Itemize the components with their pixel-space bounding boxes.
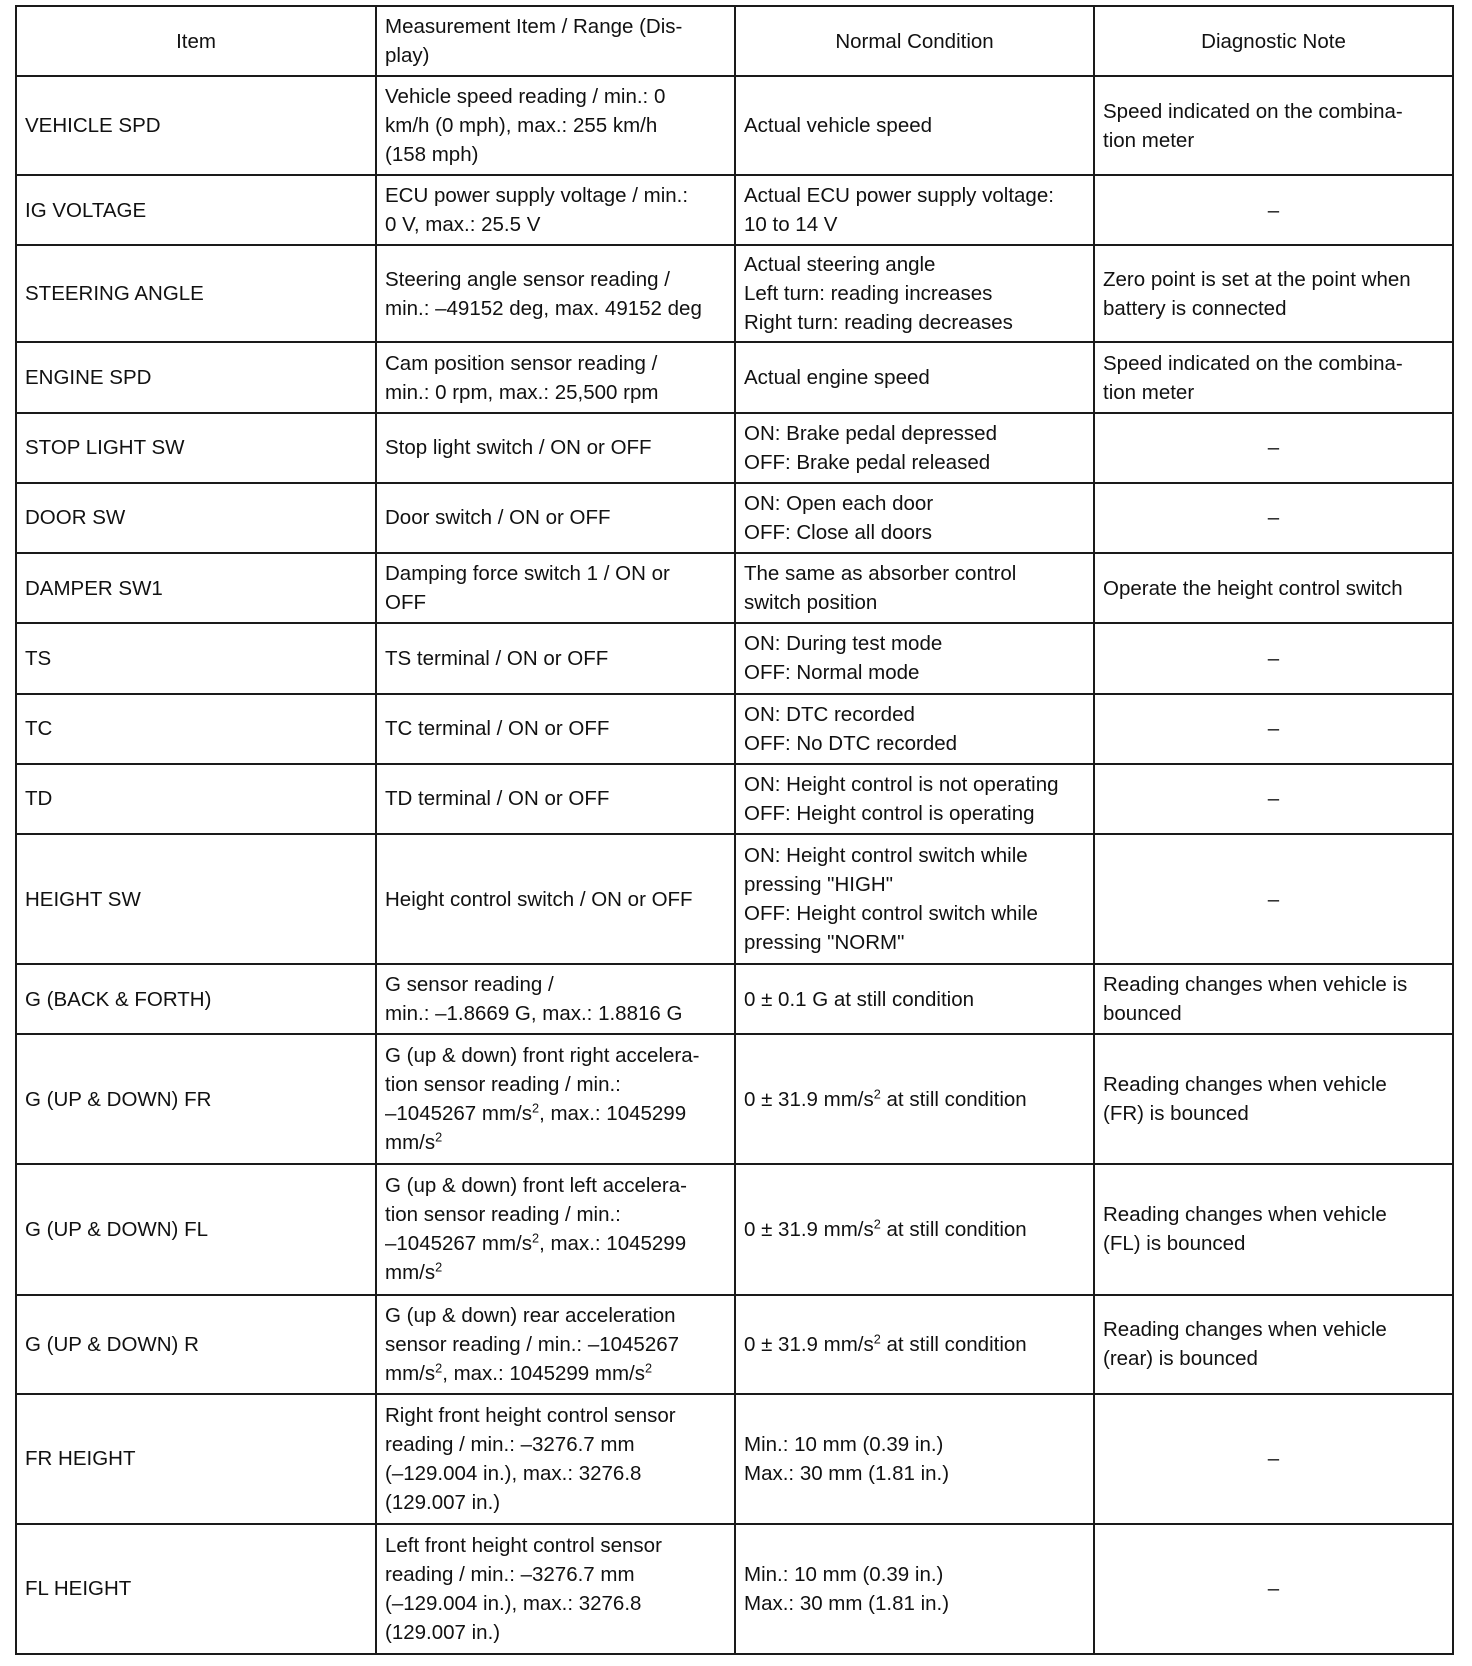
cell-line: TS terminal / ON or OFF — [385, 646, 609, 670]
cell-line: reading / min.: –3276.7 mm — [385, 1562, 635, 1586]
normal-condition-cell — [735, 553, 1094, 623]
table-row — [16, 834, 1453, 964]
measurement-cell — [376, 1034, 735, 1164]
cell-line: tion meter — [1103, 380, 1195, 404]
item-cell: STEERING ANGLE — [16, 245, 376, 342]
measurement-cell — [376, 483, 735, 553]
cell-line: Door switch / ON or OFF — [385, 506, 611, 530]
cell-line: OFF: Brake pedal released — [744, 450, 991, 474]
item-cell: IG VOLTAGE — [16, 175, 376, 245]
item-cell: G (BACK & FORTH) — [16, 964, 376, 1034]
cell-line: ECU power supply voltage / min.: — [385, 184, 689, 208]
cell-line: TD terminal / ON or OFF — [385, 787, 610, 811]
cell-line: OFF: Close all doors — [744, 520, 932, 544]
measurement-cell — [376, 245, 735, 342]
cell-line: –1045267 $mm/s^2$, max.: 1045299 — [385, 1230, 687, 1256]
cell-line: bounced — [1103, 1002, 1182, 1026]
diagnostic-note-cell — [1094, 175, 1453, 245]
table-header-row — [16, 6, 1453, 76]
cell-line: min.: –49152 deg, max. 49152 deg — [385, 296, 702, 320]
normal-condition-cell — [735, 1394, 1094, 1524]
measurement-cell — [376, 342, 735, 412]
cell-line: – — [1267, 717, 1280, 741]
cell-line: OFF: Height control switch while — [744, 902, 1038, 925]
cell-line: Zero point is set at the point when — [1103, 267, 1411, 291]
header-measurement-line: Measurement Item / Range (Dis- — [385, 15, 683, 38]
measurement-cell — [376, 1164, 735, 1294]
table-row — [16, 1164, 1453, 1294]
item-cell: VEHICLE SPD — [16, 76, 376, 175]
cell-line: OFF — [385, 591, 426, 615]
cell-line: Actual engine speed — [744, 366, 930, 390]
table-row — [16, 175, 1453, 245]
cell-line: (FR) is bounced — [1103, 1102, 1249, 1126]
cell-line: –1045267 $mm/s^2$, max.: 1045299 — [385, 1100, 687, 1126]
table-row — [16, 342, 1453, 412]
measurement-cell — [376, 553, 735, 623]
measurement-cell — [376, 1295, 735, 1394]
cell-line: OFF: Height control is operating — [744, 801, 1035, 825]
measurement-cell — [376, 76, 735, 175]
table-row — [16, 245, 1453, 342]
cell-line: Left front height control sensor — [385, 1533, 662, 1557]
cell-line: Reading changes when vehicle — [1103, 1073, 1387, 1097]
cell-line: Operate the height control switch — [1103, 576, 1403, 600]
cell-line: 0 ± 0.1 G at still condition — [744, 987, 975, 1011]
cell-line: ON: Height control is not operating — [744, 772, 1059, 796]
normal-condition-cell — [735, 623, 1094, 693]
item-cell: FL HEIGHT — [16, 1524, 376, 1654]
table-row — [16, 1034, 1453, 1164]
cell-line: km/h (0 mph), max.: 255 km/h — [385, 114, 658, 138]
item-cell: TS — [16, 623, 376, 693]
diagnostic-note-cell — [1094, 764, 1453, 834]
cell-line: Actual vehicle speed — [744, 114, 933, 138]
measurement-cell — [376, 694, 735, 764]
cell-line: G sensor reading / — [385, 973, 554, 997]
cell-line: (rear) is bounced — [1103, 1347, 1258, 1371]
cell-line: Vehicle speed reading / min.: 0 — [385, 85, 666, 109]
normal-condition-cell — [735, 483, 1094, 553]
cell-line: G (up & down) rear acceleration — [385, 1303, 676, 1327]
cell-line: – — [1267, 506, 1280, 530]
normal-condition-cell — [735, 1164, 1094, 1294]
cell-line: 0 ± 31.9 $mm/s^2$ at still condition — [744, 1330, 1027, 1356]
cell-line: (129.007 in.) — [385, 1620, 501, 1644]
cell-line: Right turn: reading decreases — [744, 311, 1013, 335]
cell-line: tion meter — [1103, 128, 1195, 152]
cell-line: The same as absorber control — [744, 562, 1017, 586]
cell-line: Actual ECU power supply voltage: — [744, 184, 1054, 208]
normal-condition-cell — [735, 1034, 1094, 1164]
cell-line: G (up & down) front left accelera- — [385, 1174, 687, 1198]
measurement-cell — [376, 175, 735, 245]
item-cell: TD — [16, 764, 376, 834]
cell-line: ON: DTC recorded — [744, 702, 915, 726]
table-row — [16, 76, 1453, 175]
normal-condition-cell — [735, 1295, 1094, 1394]
cell-line: (158 mph) — [385, 143, 479, 167]
table-row — [16, 1394, 1453, 1524]
measurement-cell — [376, 623, 735, 693]
item-cell: G (UP & DOWN) R — [16, 1295, 376, 1394]
item-cell: DAMPER SW1 — [16, 553, 376, 623]
table-row — [16, 1524, 1453, 1654]
cell-line: Max.: 30 mm (1.81 in.) — [744, 1461, 950, 1485]
normal-condition-cell — [735, 175, 1094, 245]
diagnostic-note-cell — [1094, 1164, 1453, 1294]
cell-line: ON: During test mode — [744, 632, 943, 656]
cell-line: Min.: 10 mm (0.39 in.) — [744, 1432, 944, 1456]
cell-line: (FL) is bounced — [1103, 1232, 1246, 1256]
cell-line: tion sensor reading / min.: — [385, 1203, 621, 1227]
cell-line: 0 ± 31.9 $mm/s^2$ at still condition — [744, 1216, 1027, 1241]
diagnostic-note-cell — [1094, 483, 1453, 553]
cell-line: – — [1267, 1447, 1280, 1471]
normal-condition-cell — [735, 764, 1094, 834]
normal-condition-cell — [735, 1524, 1094, 1654]
item-cell: TC — [16, 694, 376, 764]
cell-line: TC terminal / ON or OFF — [385, 717, 610, 741]
cell-line: ON: Brake pedal depressed — [744, 421, 997, 445]
cell-line: – — [1267, 887, 1280, 911]
normal-condition-cell — [735, 694, 1094, 764]
cell-line: battery is connected — [1103, 296, 1287, 320]
item-cell: DOOR SW — [16, 483, 376, 553]
cell-line: – — [1267, 436, 1280, 460]
cell-line: (129.007 in.) — [385, 1490, 501, 1514]
cell-line: Max.: 30 mm (1.81 in.) — [744, 1591, 950, 1615]
measurement-cell — [376, 1524, 735, 1654]
diagnostic-note-cell — [1094, 1394, 1453, 1524]
cell-line: Speed indicated on the combina- — [1103, 99, 1403, 123]
cell-line: min.: –1.8669 G, max.: 1.8816 G — [385, 1002, 683, 1026]
cell-line: (–129.004 in.), max.: 3276.8 — [385, 1591, 642, 1615]
normal-condition-cell — [735, 964, 1094, 1034]
normal-condition-cell — [735, 76, 1094, 175]
cell-line: Min.: 10 mm (0.39 in.) — [744, 1562, 944, 1586]
cell-line: pressing "HIGH" — [744, 873, 893, 896]
cell-line: – — [1267, 787, 1280, 811]
cell-line: Damping force switch 1 / ON or — [385, 562, 670, 586]
header-item: Item — [16, 6, 376, 76]
cell-line: OFF: Normal mode — [744, 661, 920, 685]
cell-line: Steering angle sensor reading / — [385, 267, 670, 291]
data-list-table — [15, 5, 1454, 1655]
cell-line: Right front height control sensor — [385, 1403, 676, 1427]
diagnostic-note-cell — [1094, 623, 1453, 693]
header-diagnostic-note: Diagnostic Note — [1094, 6, 1453, 76]
diagnostic-note-cell — [1094, 413, 1453, 483]
diagnostic-note-cell — [1094, 245, 1453, 342]
measurement-cell — [376, 413, 735, 483]
table-row — [16, 623, 1453, 693]
cell-line: Left turn: reading increases — [744, 282, 993, 306]
table-row — [16, 694, 1453, 764]
cell-line: ON: Open each door — [744, 491, 934, 515]
cell-line: (–129.004 in.), max.: 3276.8 — [385, 1461, 642, 1485]
cell-line: sensor reading / min.: –1045267 — [385, 1332, 680, 1356]
diagnostic-note-cell — [1094, 1034, 1453, 1164]
cell-line: Reading changes when vehicle is — [1103, 973, 1408, 997]
table-row — [16, 964, 1453, 1034]
item-cell: STOP LIGHT SW — [16, 413, 376, 483]
item-cell: FR HEIGHT — [16, 1394, 376, 1524]
cell-line: G (up & down) front right accelera- — [385, 1044, 700, 1068]
cell-line: $mm/s^2$ — [385, 1259, 443, 1285]
diagnostic-note-cell — [1094, 1295, 1453, 1394]
diagnostic-note-cell — [1094, 553, 1453, 623]
table-body — [16, 76, 1453, 1654]
cell-line: Actual steering angle — [744, 253, 936, 277]
cell-line: tion sensor reading / min.: — [385, 1073, 621, 1097]
table-row — [16, 1295, 1453, 1394]
item-cell: HEIGHT SW — [16, 834, 376, 964]
cell-line: 0 V, max.: 25.5 V — [385, 213, 541, 237]
cell-line: reading / min.: –3276.7 mm — [385, 1432, 635, 1456]
cell-line: $mm/s^2$, max.: 1045299 $mm/s^2$ — [385, 1359, 653, 1385]
table-row — [16, 764, 1453, 834]
diagnostic-note-cell — [1094, 694, 1453, 764]
diagnostic-note-cell — [1094, 76, 1453, 175]
cell-line: $mm/s^2$ — [385, 1129, 443, 1155]
cell-line: Speed indicated on the combina- — [1103, 351, 1403, 375]
normal-condition-cell — [735, 413, 1094, 483]
cell-line: Reading changes when vehicle — [1103, 1203, 1387, 1227]
measurement-cell — [376, 764, 735, 834]
diagnostic-note-cell — [1094, 834, 1453, 964]
header-normal-condition: Normal Condition — [735, 6, 1094, 76]
diagnostic-note-cell — [1094, 1524, 1453, 1654]
cell-line: 0 ± 31.9 $mm/s^2$ at still condition — [744, 1086, 1027, 1111]
cell-line: switch position — [744, 591, 878, 615]
cell-line: Reading changes when vehicle — [1103, 1318, 1387, 1342]
item-cell: ENGINE SPD — [16, 342, 376, 412]
cell-line: ON: Height control switch while — [744, 844, 1028, 867]
item-cell: G (UP & DOWN) FL — [16, 1164, 376, 1294]
measurement-cell — [376, 834, 735, 964]
table-row — [16, 553, 1453, 623]
diagnostic-note-cell — [1094, 342, 1453, 412]
cell-line: 10 to 14 V — [744, 213, 838, 237]
cell-line: pressing "NORM" — [744, 931, 905, 954]
diagnostic-note-cell — [1094, 964, 1453, 1034]
cell-line: – — [1267, 198, 1280, 222]
measurement-cell — [376, 1394, 735, 1524]
normal-condition-cell — [735, 342, 1094, 412]
header-measurement — [376, 6, 735, 76]
cell-line: Cam position sensor reading / — [385, 351, 658, 375]
cell-line: – — [1267, 646, 1280, 670]
table-row — [16, 483, 1453, 553]
header-measurement-line: play) — [385, 44, 430, 67]
normal-condition-cell — [735, 245, 1094, 342]
cell-line: OFF: No DTC recorded — [744, 731, 958, 755]
cell-line: Stop light switch / ON or OFF — [385, 436, 652, 460]
table-row — [16, 413, 1453, 483]
cell-line: – — [1267, 1577, 1280, 1601]
cell-line: min.: 0 rpm, max.: 25,500 rpm — [385, 380, 659, 404]
cell-line: Height control switch / ON or OFF — [385, 887, 693, 911]
normal-condition-cell — [735, 834, 1094, 964]
measurement-cell — [376, 964, 735, 1034]
item-cell: G (UP & DOWN) FR — [16, 1034, 376, 1164]
